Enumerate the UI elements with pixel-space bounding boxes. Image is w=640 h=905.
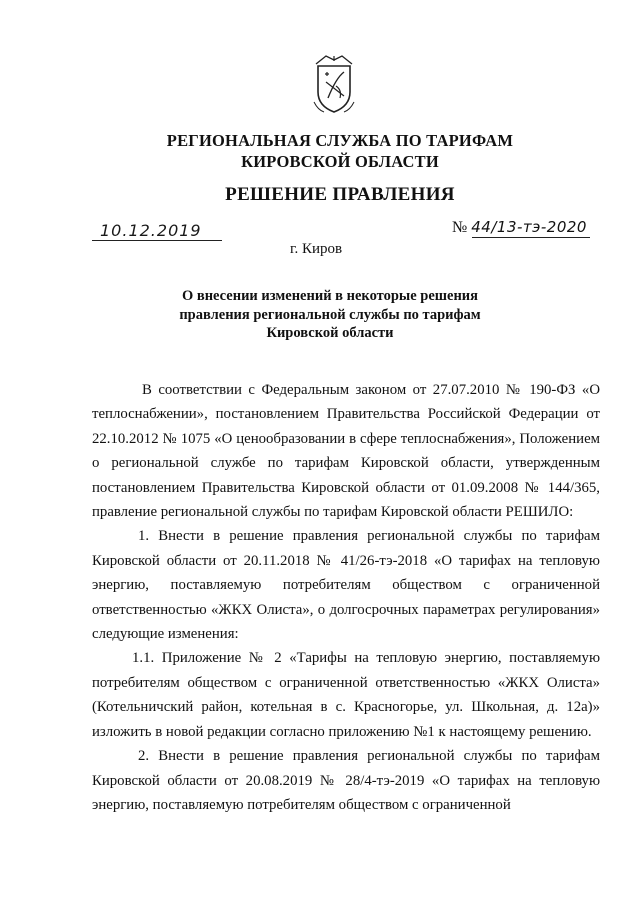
city: г. Киров bbox=[290, 241, 343, 257]
decision-subject bbox=[160, 287, 500, 343]
preamble-paragraph: В соответствии с Федеральным законом от 27.07.2010 № 190-ФЗ «О теплоснабжении», постановлением Правительства Российской Федерации от 22.10.2012 № 1075 «О ценообразовании в сфере теплоснабжения», Положением о региональной службе по тарифам Кировской области, утвержденным постановлением Правительства Кировской области от 01.09.2008 № 144/365, правление региональной службы по тарифам Кировской области РЕШИЛО: bbox=[92, 382, 600, 521]
number-underline bbox=[472, 237, 590, 238]
item-2-paragraph: 2. Внести в решение правления региональной службы по тарифам Кировской области от 20.08.2019 № 28/4-тэ-2019 «О тарифах на тепловую энергию, поставляемую потребителям обществом с ограниченной bbox=[92, 748, 600, 813]
subject-line-3: Кировской области bbox=[266, 325, 394, 341]
organization-name bbox=[160, 130, 520, 172]
number-value: 44/13-тэ-2020 bbox=[471, 218, 587, 236]
document-body bbox=[92, 378, 600, 817]
decision-date: 10.12.2019 bbox=[100, 221, 202, 240]
organization-line-2: КИРОВСКОЙ ОБЛАСТИ bbox=[241, 152, 439, 171]
subject-line-2: правления региональной службы по тарифам bbox=[179, 306, 481, 323]
coat-of-arms-icon bbox=[312, 52, 356, 116]
item-1-paragraph: 1. Внести в решение правления региональной службы по тарифам Кировской области от 20.11.2018 № 41/26-тэ-2018 «О тарифах на тепловую энергию, поставляемую потребителям обществом с ограниченной ответственностью «ЖКХ Олиста», о долгосрочных параметрах регулирования» следующие изменения: bbox=[92, 528, 600, 643]
number-sign: № bbox=[452, 219, 468, 236]
decision-title: РЕШЕНИЕ ПРАВЛЕНИЯ bbox=[225, 184, 455, 205]
date-underline bbox=[92, 240, 222, 241]
item-1-1-paragraph: 1.1. Приложение № 2 «Тарифы на тепловую энергию, поставляемую потребителям обществом с ограниченной ответственностью «ЖКХ Олиста» (Котельничский район, котельная в с. Красногорье, ул. Школьная, д. 12а)» изложить в новой редакции согласно приложению №1 к настоящему решению. bbox=[92, 650, 600, 740]
decision-number bbox=[452, 218, 587, 237]
organization-line-1: РЕГИОНАЛЬНАЯ СЛУЖБА ПО ТАРИФАМ bbox=[166, 131, 514, 150]
subject-line-1: О внесении изменений в некоторые решения bbox=[181, 288, 479, 304]
